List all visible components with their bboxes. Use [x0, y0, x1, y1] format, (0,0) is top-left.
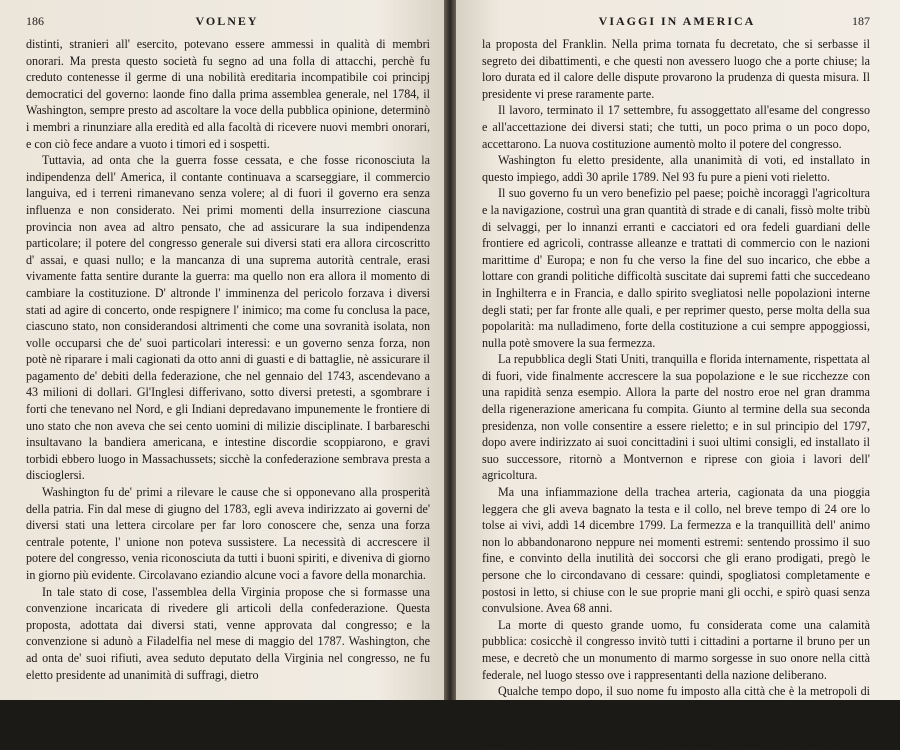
entry-name: Jefferson: [498, 717, 547, 732]
paragraph: La repubblica degli Stati Uniti, tranquilla e florida internamente, rispettata al di fuori, vide finalmente accrescere la sua popolazione e le sue ricchezze con una rapidità senza esempio. Allora la parte del nostro eroe nel gran dramma della rigenerazione americana fu compita. Giunto al termine della sua seconda presidenza, non volle consentire a essere rieletto; e in sul principio del 1797, dopo avere indirizzato ai suoi concittadini i suoi ultimi consigli, ed installato il suo successore, ritornò a Montvernon e riprese con gioia i lavori dell' agricoltura.: [482, 352, 870, 483]
paragraph: La morte di questo grande uomo, fu considerata come una calamità pubblica: cosicchè il congresso invitò tutti i cittadini a portarne il bruno per un mese, e decretò che un monumento di marmo sorgesse in suo onore nella città federale, nel luogo stesso ove i rappresentanti della nazione deliberano.: [482, 617, 870, 682]
paragraph: la proposta del Franklin. Nella prima tornata fu decretato, che si serbasse il segreto dei dibattimenti, e che questi non avessero luogo che a porte chiuse; la loro durata ed il calore delle dispute provarono la prudenza di questa misura. Il presidente vi prese raramente parte.: [482, 37, 870, 101]
running-head-left: [26, 14, 430, 36]
book-gutter: [444, 0, 456, 700]
paragraph: Washington fu eletto presidente, alla unanimità di voti, ed installato in questo impiego, addì 30 aprile 1789. Nel 93 fu pure a pieni voti rieletto.: [482, 153, 870, 184]
page-number-left: 186: [26, 14, 44, 28]
running-title-right: VIAGGI IN AMERICA: [598, 14, 756, 28]
paragraph: Tuttavia, ad onta che la guerra fosse cessata, e che fosse riconosciuta la indipendenza dell' America, il contante continuava a scarseggiare, il commercio languiva, ed i terreni rimanevano senza volere; al di fuori il governo era senza influenza e non considerato. Nei primi momenti della insurrezione ciascuna provincia non avea ad altro pensato, che ad assicurare la sua indipendenza particolare; il potere del congresso generale sui diversi stati era allora circoscritto d' assai, e quasi nullo; e la mancanza di una suprema autorità centrale, erasi vivamente fatta sentire durante la guerra: ma quello non era allora il momento di cambiare la costituzione. D' altronde l' imminenza del pericolo forzava i diversi stati ad agire di concerto, onde respignere l' inimico; ma come fu conclusa la pace, ciascuno stato, non considerandosi altrimenti che come una sovranità isolata, non volle occuparsi che de' suoi particolari interessi: e un governo senza forza, non potè nè riparare i mali cagionati da otto anni di guasti e di battaglie, nè assicurare il pagamento de' debiti della federazione, che nel gennaio del 1743, ascendevano a 43 milioni di dollari. Gl'Inglesi differivano, sotto diversi pretesti, a sgombrare i forti che tenevano nel Nord, e gli Indiani depredavano impunemente le frontiere di uno stato che non aveva che sei cento uomini di milizie disciplinate. I barbareschi insultavano la bandiera americana, e intestine discordie scoppiarono, e gravi torbidi ebbero luogo in Massachussets; sicchè la confederazione sembrava presta a discioglersi.: [26, 153, 430, 483]
left-page-text: [26, 36, 430, 683]
right-page: [456, 0, 900, 748]
left-page: [0, 0, 444, 700]
right-page-text: [482, 36, 870, 750]
paragraph-jefferson: [482, 716, 870, 749]
paragraph: Il suo governo fu un vero benefizio pel paese; poichè incoraggì l'agricoltura e la navigazione, costruì una gran quantità di strade e di canali, fissò molte tribù di selvaggi, per lo innanzi erranti e cacciatori ed ora fedeli guardiani delle frontiere ed agricoli, contrasse alleanze e trattati di commercio con le nazioni marittime d' Europa; e non fu che verso la fine del suo incarico, che ebbe a lottare con grandi politiche difficoltà suscitate dai supremi fatti che succedeano in Inghilterra e in Francia, e dallo spirito svegliatosi nelle popolazioni interne degli stati; per far fronte alle quali, e per reprimer questo, perse molta della sua popolarità: ma nulladimeno, forte della costituzione a cui sempre appoggiossi, nulla potè smovere la sua fermezza.: [482, 186, 870, 350]
paragraph: In tale stato di cose, l'assemblea della Virginia propose che si formasse una convenzione incaricata di rivedere gli articoli della confederazione. Questa proposta, adottata dai diversi stati, venne approvata dal congresso; e la convenzione si adunò a Filadelfia nel mese di maggio del 1787. Washington, che ad onta de' suoi rifiuti, avea seduto deputato della Virginia nel congresso, ne fu eletto presidente ad unanimità di suffragi, dietro: [26, 584, 430, 682]
entry-text: (Tommaso), III° presidente degli Stati Uniti, nacque a Shadwel nella Virginia l'anno 1743. Studiò il diritto sotto il celebre Wythe. La fama: [482, 717, 870, 748]
paragraph: Qualche tempo dopo, il suo nome fu imposto alla città che è la metropoli di tutta la Unione americana.: [482, 684, 870, 715]
paragraph: distinti, stranieri all' esercito, potevano essere ammessi in qualità di membri onorari. Ma presta questo società fu segno ad una folla di attacchi, perchè fu creduto contenesse il germe di una nobilità ereditaria incompatibile coi principj democratici del governo: laonde fino dalla prima assemblea generale, nel 1784, il Washington, sempre presto ad ascoltare la voce della pubblica opinione, determinò i membri a rinunziare alla eredità ed alla facoltà di ricevere nuovi membri onorari, e con ciò fece andare a vuoto i timori ed i sospetti.: [26, 37, 430, 151]
paragraph: Ma una infiammazione della trachea arteria, cagionata da una pioggia leggera che gli aveva bagnato la testa e il collo, nel breve tempo di 24 ore lo tolse ai vivi, addì 14 dicembre 1799. La fermezza e la tranquillità dell' animo non lo abbandonarono neppure nei momenti estremi: sentendo prossimo il suo fine, e convinto della inutilità dei soccorsi che gli erano prodigati, pregò le persone che lo circondavano di cessare: quindi, spogliatosi completamente e postosi in letto, si chiuse con le sue proprie mani gli occhi, e spirò quasi senza convulsione. Avea 68 anni.: [482, 485, 870, 616]
page-number-right: 187: [852, 14, 870, 28]
running-head-right: [482, 14, 870, 36]
paragraph: Il lavoro, terminato il 17 settembre, fu assoggettato all'esame del congresso e all'accettazione dei diversi stati; che tutti, un poco prima o un poco dopo, accettarono. La nuova costituzione aumentò molto il potere del congresso.: [482, 103, 870, 151]
running-title-left: VOLNEY: [195, 14, 259, 28]
paragraph: Washington fu de' primi a rilevare le cause che si opponevano alla prosperità della patria. Fin dal mese di giugno del 1783, egli aveva indirizzato ai governi de' diversi stati una lettera circolare per far loro conoscere che, senza una forza centrale potente, l' unione non poteva sussistere. La necessità di accrescere il potere del congresso, venia riconosciuta da tutti i buoni spiriti, e diveniva di giorno in giorno più evidente. Circolavano eziandio alcune voci a favore della monarchia.: [26, 485, 430, 582]
